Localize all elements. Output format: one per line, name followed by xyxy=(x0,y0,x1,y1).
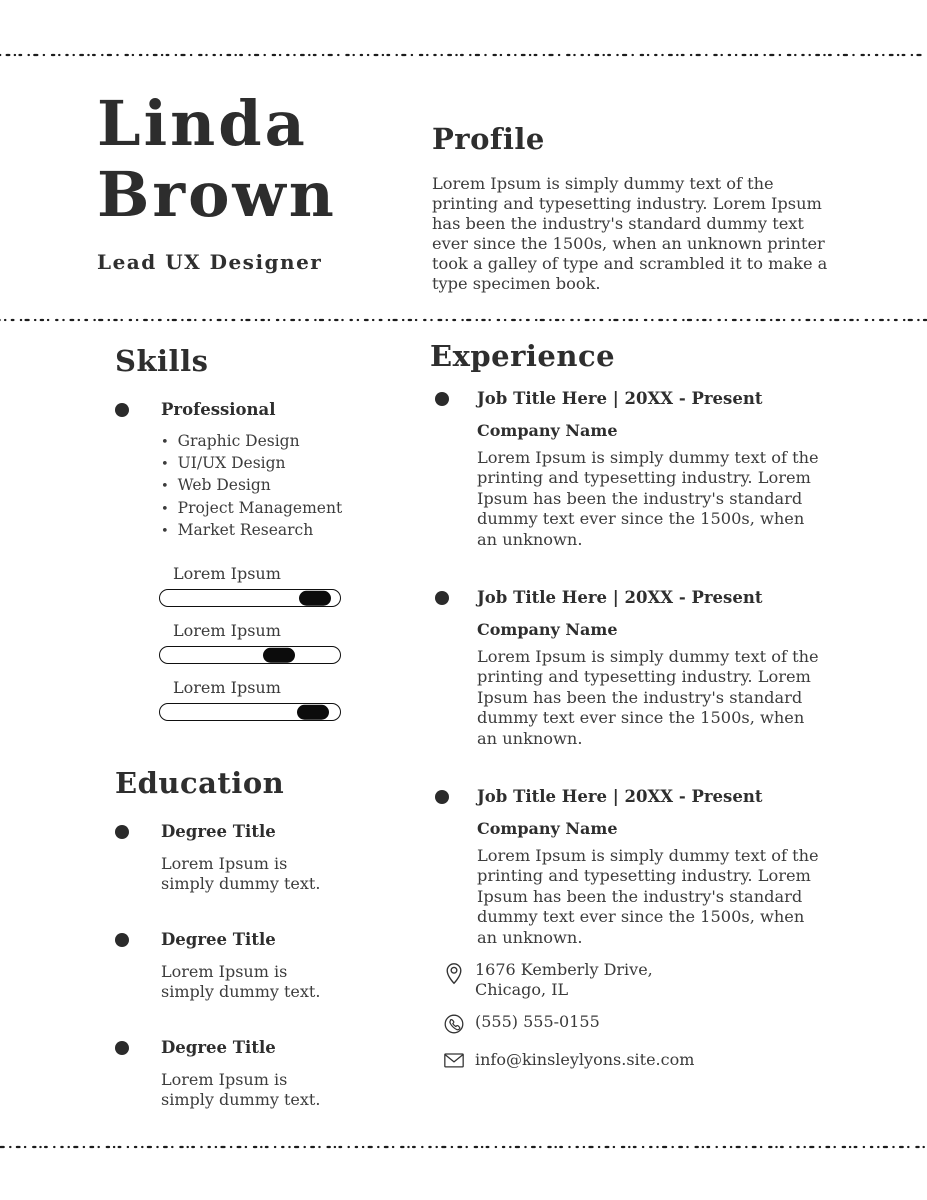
job-description: Lorem Ipsum is simply dummy text of the printing and typesetting industry. Lorem Ipsum has been the industry's standard dummy text ever since the 1500s, when an unknown. xyxy=(477,448,819,549)
contact-address-row xyxy=(443,960,823,1000)
skill-slider xyxy=(159,621,342,664)
person-name-line1: Linda xyxy=(97,87,308,160)
slider-thumb[interactable] xyxy=(297,705,329,720)
job-description: Lorem Ipsum is simply dummy text of the printing and typesetting industry. Lorem Ipsum has been the industry's standard dummy text ever since the 1500s, when an unknown. xyxy=(477,647,819,748)
bullet-icon xyxy=(115,933,129,947)
phone-icon xyxy=(443,1012,465,1038)
slider-thumb[interactable] xyxy=(299,591,331,606)
person-name xyxy=(97,88,337,230)
skill-list xyxy=(161,431,342,542)
slider-thumb[interactable] xyxy=(263,648,295,663)
degree-description: Lorem Ipsum is simply dummy text. xyxy=(161,962,321,1001)
experience-content xyxy=(477,389,823,550)
education-heading: Education xyxy=(115,766,285,800)
dotted-divider-middle xyxy=(0,315,927,325)
address-line2: Chicago, IL xyxy=(475,980,569,999)
skill-item: • UI/UX Design xyxy=(161,453,342,475)
profile-text: Lorem Ipsum is simply dummy text of the printing and typesetting industry. Lorem Ipsum has been the industry's standard dummy text ever since the 1500s, when an unknown printer took a galley of type and scrambled it to make a type specimen book. xyxy=(432,174,828,293)
skill-item: • Graphic Design xyxy=(161,431,342,453)
education-entry xyxy=(115,1038,415,1110)
slider-track xyxy=(159,703,341,721)
person-name-line2: Brown xyxy=(97,158,337,231)
experience-section xyxy=(430,339,830,986)
contact-email-row xyxy=(443,1050,823,1076)
skill-item: • Market Research xyxy=(161,520,342,542)
slider-track xyxy=(159,646,341,664)
skill-item: • Web Design xyxy=(161,475,342,497)
education-entry xyxy=(115,930,415,1002)
slider-label: Lorem Ipsum xyxy=(173,621,281,641)
address-line1: 1676 Kemberly Drive, xyxy=(475,960,653,979)
degree-description: Lorem Ipsum is simply dummy text. xyxy=(161,1070,321,1109)
education-content xyxy=(161,930,336,1002)
company-name: Company Name xyxy=(477,819,618,839)
experience-entry xyxy=(430,787,830,948)
degree-title: Degree Title xyxy=(161,1038,276,1057)
experience-content xyxy=(477,588,823,749)
job-description: Lorem Ipsum is simply dummy text of the printing and typesetting industry. Lorem Ipsum has been the industry's standard dummy text ever since the 1500s, when an unknown. xyxy=(477,846,819,947)
profile-heading: Profile xyxy=(432,122,545,156)
dotted-divider-top xyxy=(0,50,927,60)
skills-category-title: Professional xyxy=(161,400,276,419)
contact-email: info@kinsleylyons.site.com xyxy=(475,1050,695,1069)
slider-track xyxy=(159,589,341,607)
education-section xyxy=(115,766,415,1146)
contact-address xyxy=(475,960,653,1000)
header-name-block xyxy=(97,88,337,274)
profile-section xyxy=(432,122,830,294)
education-content xyxy=(161,822,336,894)
education-content xyxy=(161,1038,336,1110)
skill-sliders xyxy=(159,564,342,721)
experience-content xyxy=(477,787,823,948)
contact-phone: (555) 555-0155 xyxy=(475,1012,600,1031)
education-entry xyxy=(115,822,415,894)
bullet-icon xyxy=(435,392,449,406)
experience-entry xyxy=(430,588,830,749)
bullet-icon xyxy=(115,403,129,417)
contact-phone-row xyxy=(443,1012,823,1038)
company-name: Company Name xyxy=(477,421,618,440)
person-role: Lead UX Designer xyxy=(97,250,323,274)
envelope-icon xyxy=(443,1050,465,1076)
skills-heading: Skills xyxy=(115,344,209,378)
bullet-icon xyxy=(115,825,129,839)
slider-label: Lorem Ipsum xyxy=(173,678,281,698)
job-title: Job Title Here | 20XX - Present xyxy=(477,588,763,608)
skill-slider xyxy=(159,564,342,607)
job-title: Job Title Here | 20XX - Present xyxy=(477,389,763,408)
company-name: Company Name xyxy=(477,620,618,640)
bullet-icon xyxy=(435,591,449,605)
job-title: Job Title Here | 20XX - Present xyxy=(477,787,763,807)
skills-section xyxy=(115,344,415,735)
slider-label: Lorem Ipsum xyxy=(173,564,281,584)
bullet-icon xyxy=(435,790,449,804)
skill-slider xyxy=(159,678,342,721)
degree-title: Degree Title xyxy=(161,930,276,949)
skill-item: • Project Management xyxy=(161,498,342,520)
bullet-icon xyxy=(115,1041,129,1055)
degree-title: Degree Title xyxy=(161,822,276,841)
skills-category-row xyxy=(115,400,415,735)
experience-heading: Experience xyxy=(430,339,616,373)
map-pin-icon xyxy=(443,960,465,986)
skills-content xyxy=(161,400,342,735)
experience-entry xyxy=(430,389,830,550)
degree-description: Lorem Ipsum is simply dummy text. xyxy=(161,854,321,893)
contact-section xyxy=(443,960,823,1088)
